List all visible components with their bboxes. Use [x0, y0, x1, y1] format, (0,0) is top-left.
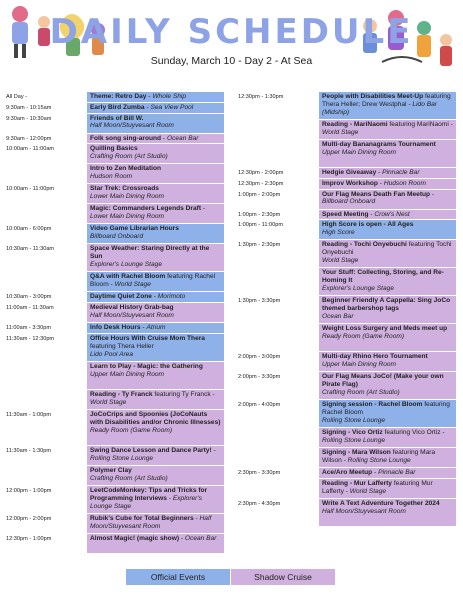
event-time: 1:00pm - 2:00pm [238, 191, 281, 198]
event-separator: featuring [391, 480, 422, 488]
event-time: 12:00pm - 1:00pm [6, 487, 52, 494]
event-item[interactable] [87, 134, 224, 145]
event-location: Whole Ship [152, 93, 187, 100]
event-item[interactable] [87, 204, 224, 224]
schedule-row [236, 428, 460, 448]
event-separator: featuring [387, 121, 417, 128]
schedule-row [4, 224, 228, 244]
event-title: Star Trek: Crossroads [90, 185, 159, 193]
event-title: Signing - Mara Wilson [322, 449, 391, 457]
schedule-row [236, 220, 460, 240]
event-item[interactable] [87, 272, 224, 292]
event-separator: - [406, 100, 413, 108]
event-title: Reading - Tochi Onyebuchi [322, 241, 407, 249]
event-location: Explorer's Lounge Stage [90, 494, 202, 510]
event-separator: - [376, 169, 383, 176]
event-time: 10:00am - 11:00pm [6, 186, 55, 193]
event-location: Rolling Stone Lounge [347, 457, 411, 465]
event-separator: - [210, 390, 215, 398]
event-item[interactable] [319, 268, 456, 296]
event-time: 11:30am - 12:30pm [6, 335, 55, 342]
schedule-row [4, 466, 228, 486]
event-location: Explorer's Lounge Stage [322, 284, 395, 292]
event-separator: featuring [382, 429, 413, 437]
event-item[interactable] [87, 224, 224, 244]
event-separator: - [193, 514, 200, 522]
event-time: 10:30am - 3:00pm [6, 294, 52, 301]
event-location: Billboard Onboard [322, 198, 376, 206]
event-item[interactable] [87, 92, 224, 103]
event-time [236, 324, 319, 352]
event-time: 1:30pm - 3:30pm [238, 298, 281, 305]
schedule-header [0, 0, 463, 82]
schedule-row [236, 120, 460, 140]
event-time: 2:00pm - 3:00pm [238, 354, 281, 361]
event-title: Signing session - Rachel Bloom [322, 401, 423, 409]
event-item[interactable] [319, 324, 456, 352]
event-title: Daytime Quiet Zone [90, 293, 152, 301]
event-time [4, 466, 87, 486]
event-location: Upper Main Dining Room [90, 370, 165, 378]
schedule-row [4, 292, 228, 303]
schedule-row [4, 514, 228, 534]
schedule-row [236, 92, 460, 120]
event-title: Signing - Vico Ortiz [322, 429, 383, 437]
schedule-row [4, 134, 228, 145]
event-time: All Day - [6, 94, 28, 100]
schedule-row [4, 334, 228, 362]
event-time: 11:00am - 3:30pm [6, 325, 51, 332]
event-location: Atrium [146, 324, 166, 332]
event-time: 9:30am - 12:00pm [6, 135, 52, 142]
event-location: Crow's Nest [374, 210, 410, 218]
event-location: Hudson Room [383, 179, 426, 187]
schedule-row [4, 114, 228, 134]
event-separator: featuring [165, 273, 195, 281]
event-item[interactable] [319, 448, 456, 468]
schedule-row [4, 272, 228, 292]
event-item[interactable] [87, 362, 224, 390]
event-time [236, 428, 319, 448]
schedule-row [4, 323, 228, 334]
event-title: Speed Meeting [322, 210, 369, 218]
event-item[interactable] [87, 410, 224, 446]
event-separator: - [430, 190, 435, 198]
event-item[interactable] [319, 296, 456, 324]
event-title: Multi-day Bananagrams Tournament [322, 141, 436, 148]
event-separator: featuring [423, 93, 451, 100]
event-title: People with Disabilities Meet-Up [322, 93, 424, 100]
event-location: Ready Room (Game Room) [90, 426, 173, 434]
event-item[interactable] [319, 479, 456, 499]
schedule-row [236, 210, 460, 221]
event-separator: - [108, 281, 115, 289]
event-location: Ocean Bar [166, 134, 199, 142]
event-location: World Stage [349, 487, 387, 495]
event-item[interactable] [319, 499, 456, 527]
event-title: Folk song sing-around [90, 134, 162, 142]
event-separator: - [161, 134, 167, 142]
event-item[interactable] [319, 400, 456, 428]
event-title: Info Desk Hours [90, 324, 141, 332]
event-title: Beginner Friendly A Cappella: Sing JoCo themed barbershop tags [322, 297, 451, 313]
event-time [236, 140, 319, 168]
event-title: Rubik's Cube for Total Beginners [90, 514, 194, 522]
event-item[interactable] [319, 179, 456, 190]
event-location: Rolling Stone Lounge [90, 454, 154, 462]
page-title: DAILY SCHEDULE [49, 12, 414, 52]
event-location: Lido Bar (Midship) [322, 100, 437, 116]
event-separator: featuring [422, 401, 450, 409]
event-location: Billboard Onboard [90, 233, 144, 241]
schedule-row [236, 479, 460, 499]
schedule-row [4, 390, 228, 410]
event-time [236, 268, 319, 296]
event-separator: - [151, 293, 158, 301]
event-title: Reading - Ty Franck [90, 390, 153, 398]
event-title: Polymer Clay [90, 466, 132, 474]
event-time: 2:30pm - 3:30pm [238, 470, 281, 477]
schedule-row [4, 184, 228, 204]
event-time: 11:30am - 1:30pm [6, 447, 51, 454]
event-separator: - [140, 324, 147, 332]
event-time: 12:30pm - 2:30pm [238, 180, 284, 187]
event-title: Our Flag Means JoCo! (Make your own Pirate Flag) [322, 373, 444, 389]
schedule-row [236, 468, 460, 479]
event-title: Almost Magic! (magic show) [90, 534, 180, 542]
schedule-row [4, 410, 228, 446]
event-time: 11:30am - 1:00pm [6, 411, 51, 418]
schedule-row [4, 164, 228, 184]
event-time: 2:00pm - 4:00pm [238, 402, 281, 409]
event-item[interactable] [87, 114, 224, 134]
event-item[interactable] [319, 372, 456, 400]
event-item[interactable] [319, 140, 456, 168]
schedule-row [236, 499, 460, 527]
schedule-row [236, 168, 460, 179]
event-item[interactable] [319, 352, 456, 372]
event-title: Q&A with Rachel Bloom [90, 273, 166, 281]
schedule-row [4, 103, 228, 114]
event-separator: - [372, 469, 379, 477]
event-featuring: Mur Lafferty [322, 480, 433, 495]
event-time: 10:00am - 6:00pm [6, 226, 52, 233]
schedule-row [236, 448, 460, 468]
event-title: High Score is open - All Ages [322, 221, 414, 229]
event-featuring: Tochi Onyebuchi [322, 241, 452, 257]
event-location: Pinnacle Bar [382, 169, 420, 176]
event-featuring: Mara Wilson [322, 449, 436, 465]
event-title: Space Weather: Staring Directly at the Sun [90, 245, 210, 261]
event-location: Crafting Room (Art Studio) [90, 474, 168, 482]
event-item[interactable] [319, 220, 456, 240]
event-separator: - [144, 103, 151, 111]
schedule-row [4, 534, 228, 554]
event-separator: - [201, 205, 206, 213]
event-item[interactable] [87, 244, 224, 272]
event-time [4, 204, 87, 224]
event-separator: - [377, 179, 384, 187]
event-title: Multi-day Rhino Hero Tournament [322, 353, 428, 361]
event-separator: - [343, 487, 350, 495]
event-featuring: Vico Ortiz [412, 429, 441, 437]
event-separator: featuring [406, 241, 437, 249]
event-title: Improv Workshop [322, 179, 378, 187]
event-title: Hedgie Giveaway [322, 169, 377, 176]
event-title: Intro to Zen Meditation [90, 165, 162, 173]
event-item[interactable] [87, 144, 224, 164]
event-location: World Stage [322, 128, 359, 136]
schedule-row [236, 190, 460, 210]
schedule-row [236, 372, 460, 400]
event-separator: featuring [90, 342, 118, 350]
event-separator: - [448, 121, 453, 128]
event-location: Morimoto [157, 293, 186, 301]
event-title: Learn to Play - Magic: the Gathering [90, 362, 203, 370]
event-item[interactable] [87, 103, 224, 114]
event-featuring: Rachel Bloom [90, 273, 216, 289]
event-location: Half Moon/Stuyvesant Room [90, 311, 174, 319]
event-time: 12:30pm - 1:00pm [6, 535, 52, 542]
event-time: 11:00am - 11:30am [6, 305, 54, 312]
event-time: 12:30pm - 1:30pm [238, 94, 284, 100]
event-location: Ocean Bar [322, 312, 354, 320]
event-location: Lower Main Dining Room [90, 213, 165, 221]
event-time [4, 390, 87, 410]
event-separator: - [179, 534, 185, 542]
event-location: World Stage [114, 281, 151, 289]
event-location: Rolling Stone Lounge [322, 437, 386, 445]
event-title: Write A Text Adventure Together 2024 [322, 500, 440, 508]
schedule-row [4, 303, 228, 323]
event-separator: - [211, 446, 216, 454]
schedule-row [236, 324, 460, 352]
event-item[interactable] [319, 168, 456, 179]
event-title: Friends of Bill W. [90, 114, 144, 122]
event-location: Half Moon/Stuyvesant Room [90, 122, 174, 130]
event-location: Ocean Bar [184, 534, 217, 542]
schedule-row [236, 400, 460, 428]
event-time [4, 164, 87, 184]
schedule-row [236, 296, 460, 324]
event-location: Crafting Room (Art Studio) [90, 153, 168, 161]
event-time: 10:00am - 11:00am [6, 146, 55, 153]
schedule-row [236, 352, 460, 372]
event-separator: featuring [152, 390, 182, 398]
legend-official-events: Official Events [126, 569, 230, 585]
event-title: Reading - MariNaomi [322, 121, 388, 128]
event-featuring: Rachel Bloom [322, 409, 364, 417]
event-featuring: Ty Franck [181, 390, 211, 398]
schedule-row [4, 204, 228, 224]
event-time [4, 362, 87, 390]
event-location: Crafting Room (Art Studio) [322, 388, 400, 396]
event-title: Our Flag Means Death Fan Meetup [322, 190, 431, 198]
event-item[interactable] [319, 190, 456, 210]
event-location: Explorer's Lounge Stage [90, 260, 163, 268]
event-featuring: Thera Heller; Drew Westphal [322, 100, 407, 108]
event-title: Swing Dance Lesson and Dance Party! [90, 446, 212, 454]
event-time [236, 448, 319, 468]
event-title: Your Stuff: Collecting, Storing, and Re-Homing It [322, 269, 444, 285]
event-time: 10:30am - 11:30am [6, 246, 55, 253]
event-item[interactable] [87, 184, 224, 204]
event-title: Office Hours With Cruise Mom Thera [90, 334, 205, 342]
schedule-row [236, 179, 460, 190]
event-title: Medieval History Grab-bag [90, 304, 174, 312]
event-title: LeetCodeMonkey: Tips and Tricks for Programming Interviews [90, 486, 208, 502]
event-time: 9:30am - 10:15am [6, 104, 52, 111]
event-location: Ready Room (Game Room) [322, 333, 405, 341]
event-time [236, 479, 319, 499]
event-item[interactable] [87, 303, 224, 323]
event-time: 9:30am - 10:30am [6, 115, 52, 122]
event-item[interactable] [87, 334, 224, 362]
event-item[interactable] [87, 534, 224, 554]
event-location: Lido Pool Area [90, 350, 134, 358]
schedule-row [4, 446, 228, 466]
event-item[interactable] [87, 390, 224, 410]
schedule-row [4, 92, 228, 103]
event-location: World Stage [90, 398, 127, 406]
event-time: 12:30pm - 2:00pm [238, 170, 284, 176]
event-separator: featuring [390, 449, 421, 457]
event-time: 12:00pm - 2:00pm [6, 515, 52, 522]
event-separator: - [440, 429, 445, 437]
event-item[interactable] [319, 120, 456, 140]
event-item[interactable] [319, 468, 456, 479]
event-item[interactable] [87, 466, 224, 486]
schedule-row [236, 268, 460, 296]
event-location: Lower Main Dining Room [90, 193, 165, 201]
event-time: 1:00pm - 11:00pm [238, 222, 283, 229]
event-separator: - [146, 93, 153, 100]
event-location: Half Moon/Stuyvesant Room [90, 514, 212, 530]
event-featuring: Thera Heller [117, 342, 154, 350]
event-location: Upper Main Dining Room [322, 361, 397, 369]
event-title: JoCoCrips and Spoonies (JoCoNauts with Disabilities and/or Chronic Illnesses) [90, 410, 221, 426]
event-item[interactable] [319, 240, 456, 268]
legend-shadow-cruise: Shadow Cruise [231, 569, 335, 585]
event-item[interactable] [319, 428, 456, 448]
page-subtitle: Sunday, March 10 - Day 2 - At Sea [150, 55, 313, 67]
event-title: Video Game Librarian Hours [90, 225, 179, 233]
schedule-row [4, 486, 228, 514]
event-item[interactable] [87, 486, 224, 514]
event-time: 2:00pm - 3:30pm [238, 374, 281, 381]
event-title: Theme: Retro Day [90, 93, 147, 100]
event-separator: - [368, 210, 375, 218]
event-item[interactable] [87, 446, 224, 466]
event-title: Reading - Mur Lafferty [322, 480, 392, 488]
event-title: Weight Loss Surgery and Meds meet up [322, 325, 448, 333]
event-location: Upper Main Dining Room [322, 148, 397, 156]
event-time: 1:30pm - 2:30pm [238, 242, 281, 249]
event-item[interactable] [87, 164, 224, 184]
schedule-row [4, 244, 228, 272]
event-item[interactable] [87, 292, 224, 303]
event-location: Pinnacle Bar [378, 469, 416, 477]
event-featuring: MariNaomi [416, 121, 449, 128]
event-location: High Score [322, 229, 355, 237]
event-title: Magic: Commanders Legends Draft [90, 205, 202, 213]
event-time: 2:30pm - 4:30pm [238, 501, 281, 508]
event-separator: - [166, 494, 173, 502]
right-schedule-column [236, 92, 460, 527]
event-location: Hudson Room [90, 173, 133, 181]
event-location: Sea View Pool [150, 103, 194, 111]
event-time: 1:00pm - 2:30pm [238, 211, 281, 218]
schedule-row [4, 144, 228, 164]
event-item[interactable] [319, 92, 456, 120]
event-item[interactable] [87, 514, 224, 534]
event-title: Early Bird Zumba [90, 103, 145, 111]
event-title: Ace/Aro Meetup [322, 469, 373, 477]
schedule-row [236, 240, 460, 268]
event-location: World Stage [322, 256, 359, 264]
event-item[interactable] [87, 323, 224, 334]
event-location: Rolling Stone Lounge [322, 416, 386, 424]
left-schedule-column [4, 92, 228, 554]
event-time [236, 120, 319, 140]
event-time [4, 272, 87, 292]
event-separator: - [341, 457, 348, 465]
event-item[interactable] [319, 210, 456, 221]
event-title: Quilling Basics [90, 145, 138, 153]
event-location: Half Moon/Stuyvesant Room [322, 507, 406, 515]
schedule-row [236, 140, 460, 168]
schedule-row [4, 362, 228, 390]
